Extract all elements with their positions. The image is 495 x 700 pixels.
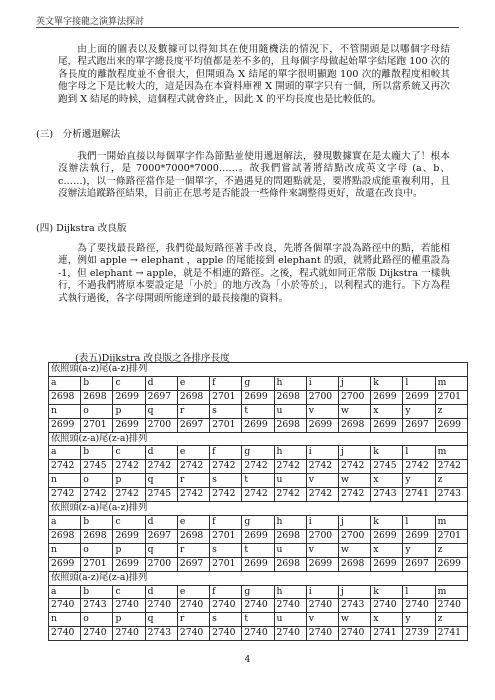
value-cell: 2740 <box>210 599 242 613</box>
letter-cell: l <box>403 446 435 460</box>
value-cell: 2741 <box>403 488 435 502</box>
value-cell: 2699 <box>49 418 81 432</box>
letter-cell: h <box>274 585 306 599</box>
value-cell: 2701 <box>210 390 242 404</box>
letter-cell: i <box>306 376 338 390</box>
paragraph-dijkstra: 為了要找最長路徑，我們從最短路徑著手改良，先將各個單字設為路徑中的點，若能相連，例如 apple → elephant ，apple 的尾能接到 elephant 的頭，就將此路徑的權重設為 -1，但 elephant → apple，就是不相連的路徑。之後，程式就如同正常版 Dijkstra 一樣執行，不過我們將原本要設定是「小於」的地方改為「小於等於」，以利程式的進行。下方為程式執行過後，各字母開頭所能達到的最長接龍的資料。 <box>58 243 450 304</box>
letter-cell: y <box>403 404 435 418</box>
value-cell: 2699 <box>371 418 403 432</box>
value-cell: 2742 <box>113 488 145 502</box>
value-cell: 2699 <box>306 557 338 571</box>
letter-cell: b <box>81 376 113 390</box>
table-value-row <box>49 390 468 404</box>
letter-cell: k <box>371 585 403 599</box>
page-number: 4 <box>244 655 251 665</box>
letter-cell: j <box>338 515 370 529</box>
value-cell: 2740 <box>81 627 113 641</box>
letter-cell: e <box>177 515 209 529</box>
value-cell: 2699 <box>371 529 403 543</box>
value-cell: 2742 <box>113 460 145 474</box>
paragraph-random-analysis: 由上面的圖表以及數據可以得知其在使用隨機法的情況下，不管開頭是以哪個字母結尾，程式跑出來的單字總長度平均值都是差不多的，且每個字母做起始單字結尾跑 100 次的各長度的離散程度並不會很大，但開頭為 X 結尾的單字很明顯跑 100 次的離散程度相較其他字母之下是比較大的，這是因為在本資料庫裡 X 開頭的單字只有一個，所以當系統又再次跑到 X 結尾的時候，這個程式就會終止，因此 X 的平均長度也是比較低的。 <box>58 44 450 105</box>
letter-cell: g <box>242 446 274 460</box>
value-cell: 2740 <box>306 599 338 613</box>
letter-cell: n <box>49 404 81 418</box>
letter-cell: u <box>274 404 306 418</box>
value-cell: 2699 <box>242 557 274 571</box>
letter-cell: r <box>177 613 209 627</box>
letter-cell: d <box>145 376 177 390</box>
value-cell: 2699 <box>435 418 467 432</box>
value-cell: 2741 <box>435 627 467 641</box>
value-cell: 2743 <box>435 488 467 502</box>
value-cell: 2698 <box>49 390 81 404</box>
letter-cell: q <box>145 404 177 418</box>
value-cell: 2742 <box>242 488 274 502</box>
table-caption: (表五)Dijkstra 改良版之各排序長度 <box>75 353 230 364</box>
letter-cell: k <box>371 446 403 460</box>
letter-cell: y <box>403 613 435 627</box>
value-cell: 2698 <box>274 390 306 404</box>
letter-cell: y <box>403 474 435 488</box>
value-cell: 2697 <box>177 418 209 432</box>
value-cell: 2740 <box>403 599 435 613</box>
value-cell: 2699 <box>242 529 274 543</box>
letter-cell: s <box>210 543 242 557</box>
value-cell: 2741 <box>371 627 403 641</box>
value-cell: 2742 <box>338 460 370 474</box>
value-cell: 2699 <box>371 390 403 404</box>
letter-cell: s <box>210 613 242 627</box>
letter-cell: q <box>145 474 177 488</box>
letter-cell: w <box>338 543 370 557</box>
value-cell: 2742 <box>177 460 209 474</box>
table-group-label-row <box>49 571 468 585</box>
letter-cell: i <box>306 585 338 599</box>
value-cell: 2699 <box>49 557 81 571</box>
letter-cell: d <box>145 585 177 599</box>
value-cell: 2697 <box>177 557 209 571</box>
value-cell: 2742 <box>274 488 306 502</box>
value-cell: 2742 <box>403 460 435 474</box>
value-cell: 2742 <box>242 460 274 474</box>
value-cell: 2698 <box>49 529 81 543</box>
letter-cell: a <box>49 515 81 529</box>
letter-cell: h <box>274 446 306 460</box>
letter-cell: n <box>49 474 81 488</box>
letter-cell: p <box>113 404 145 418</box>
letter-cell: g <box>242 585 274 599</box>
letter-cell: x <box>371 404 403 418</box>
value-cell: 2743 <box>338 599 370 613</box>
value-cell: 2700 <box>306 390 338 404</box>
letter-cell: h <box>274 515 306 529</box>
letter-cell: r <box>177 543 209 557</box>
value-cell: 2700 <box>306 529 338 543</box>
letter-cell: z <box>435 613 467 627</box>
table-value-row <box>49 627 468 641</box>
value-cell: 2743 <box>371 488 403 502</box>
letter-cell: p <box>113 474 145 488</box>
letter-cell: g <box>242 515 274 529</box>
letter-cell: v <box>306 543 338 557</box>
letter-cell: v <box>306 404 338 418</box>
value-cell: 2740 <box>49 627 81 641</box>
letter-cell: c <box>113 446 145 460</box>
letter-cell: q <box>145 543 177 557</box>
value-cell: 2742 <box>177 488 209 502</box>
letter-cell: w <box>338 613 370 627</box>
value-cell: 2698 <box>81 390 113 404</box>
value-cell: 2699 <box>403 529 435 543</box>
letter-cell: m <box>435 376 467 390</box>
letter-cell: t <box>242 543 274 557</box>
table-group-label: 依照頭(z-a)尾(z-a)排列 <box>49 432 468 446</box>
value-cell: 2740 <box>145 599 177 613</box>
value-cell: 2697 <box>403 557 435 571</box>
value-cell: 2701 <box>210 557 242 571</box>
letter-cell: y <box>403 543 435 557</box>
letter-cell: o <box>81 613 113 627</box>
letter-cell: v <box>306 613 338 627</box>
value-cell: 2740 <box>177 599 209 613</box>
letter-cell: u <box>274 474 306 488</box>
value-cell: 2740 <box>306 627 338 641</box>
value-cell: 2742 <box>49 460 81 474</box>
letter-cell: l <box>403 376 435 390</box>
value-cell: 2742 <box>435 460 467 474</box>
value-cell: 2701 <box>435 529 467 543</box>
letter-cell: z <box>435 474 467 488</box>
table-letter-row <box>49 585 468 599</box>
section-heading-dijkstra: (四) Dijkstra 改良版 <box>36 223 127 234</box>
value-cell: 2739 <box>403 627 435 641</box>
value-cell: 2740 <box>210 627 242 641</box>
letter-cell: g <box>242 376 274 390</box>
sorting-length-table <box>48 362 468 641</box>
table-group-label: 依照頭(a-z)尾(a-z)排列 <box>49 363 468 377</box>
letter-cell: p <box>113 613 145 627</box>
letter-cell: l <box>403 585 435 599</box>
value-cell: 2742 <box>210 488 242 502</box>
value-cell: 2745 <box>371 460 403 474</box>
letter-cell: n <box>49 613 81 627</box>
value-cell: 2698 <box>338 557 370 571</box>
table-letter-row <box>49 474 468 488</box>
value-cell: 2740 <box>435 599 467 613</box>
letter-cell: f <box>210 446 242 460</box>
letter-cell: a <box>49 446 81 460</box>
value-cell: 2698 <box>274 529 306 543</box>
letter-cell: e <box>177 585 209 599</box>
letter-cell: e <box>177 376 209 390</box>
letter-cell: m <box>435 515 467 529</box>
table-group-label-row <box>49 432 468 446</box>
value-cell: 2742 <box>145 460 177 474</box>
table-value-row <box>49 557 468 571</box>
value-cell: 2701 <box>435 390 467 404</box>
letter-cell: s <box>210 404 242 418</box>
letter-cell: d <box>145 515 177 529</box>
value-cell: 2740 <box>242 627 274 641</box>
value-cell: 2701 <box>81 418 113 432</box>
letter-cell: n <box>49 543 81 557</box>
letter-cell: d <box>145 446 177 460</box>
letter-cell: h <box>274 376 306 390</box>
value-cell: 2701 <box>210 529 242 543</box>
value-cell: 2740 <box>274 599 306 613</box>
value-cell: 2742 <box>306 488 338 502</box>
table-group-label: 依照頭(z-a)尾(a-z)排列 <box>49 502 468 516</box>
value-cell: 2699 <box>242 390 274 404</box>
value-cell: 2697 <box>403 418 435 432</box>
value-cell: 2742 <box>338 488 370 502</box>
value-cell: 2700 <box>145 557 177 571</box>
value-cell: 2699 <box>435 557 467 571</box>
letter-cell: f <box>210 376 242 390</box>
value-cell: 2698 <box>177 390 209 404</box>
letter-cell: q <box>145 613 177 627</box>
value-cell: 2743 <box>145 627 177 641</box>
letter-cell: o <box>81 543 113 557</box>
value-cell: 2742 <box>274 460 306 474</box>
table-value-row <box>49 529 468 543</box>
value-cell: 2699 <box>113 418 145 432</box>
value-cell: 2698 <box>338 418 370 432</box>
value-cell: 2699 <box>306 418 338 432</box>
letter-cell: x <box>371 613 403 627</box>
letter-cell: b <box>81 446 113 460</box>
table-group-label-row <box>49 502 468 516</box>
letter-cell: t <box>242 404 274 418</box>
table-letter-row <box>49 515 468 529</box>
value-cell: 2698 <box>274 557 306 571</box>
letter-cell: t <box>242 474 274 488</box>
table-value-row <box>49 418 468 432</box>
value-cell: 2698 <box>177 529 209 543</box>
letter-cell: u <box>274 543 306 557</box>
value-cell: 2701 <box>81 557 113 571</box>
value-cell: 2700 <box>338 529 370 543</box>
letter-cell: p <box>113 543 145 557</box>
value-cell: 2742 <box>210 460 242 474</box>
letter-cell: l <box>403 515 435 529</box>
letter-cell: o <box>81 404 113 418</box>
letter-cell: k <box>371 376 403 390</box>
value-cell: 2740 <box>338 627 370 641</box>
table-letter-row <box>49 543 468 557</box>
value-cell: 2740 <box>371 599 403 613</box>
table-letter-row <box>49 446 468 460</box>
value-cell: 2699 <box>113 557 145 571</box>
value-cell: 2740 <box>49 599 81 613</box>
header-divider <box>36 27 459 28</box>
value-cell: 2698 <box>274 418 306 432</box>
letter-cell: v <box>306 474 338 488</box>
value-cell: 2700 <box>338 390 370 404</box>
table-group-label-row <box>49 363 468 377</box>
value-cell: 2699 <box>113 390 145 404</box>
letter-cell: a <box>49 376 81 390</box>
value-cell: 2740 <box>274 627 306 641</box>
value-cell: 2743 <box>81 599 113 613</box>
letter-cell: x <box>371 543 403 557</box>
letter-cell: t <box>242 613 274 627</box>
table-value-row <box>49 599 468 613</box>
letter-cell: c <box>113 515 145 529</box>
table-letter-row <box>49 613 468 627</box>
letter-cell: w <box>338 474 370 488</box>
letter-cell: k <box>371 515 403 529</box>
value-cell: 2700 <box>145 418 177 432</box>
value-cell: 2697 <box>145 529 177 543</box>
letter-cell: i <box>306 515 338 529</box>
letter-cell: c <box>113 376 145 390</box>
value-cell: 2745 <box>81 460 113 474</box>
letter-cell: w <box>338 404 370 418</box>
value-cell: 2699 <box>371 557 403 571</box>
table-group-label: 依照頭(a-z)尾(z-a)排列 <box>49 571 468 585</box>
table-value-row <box>49 460 468 474</box>
value-cell: 2740 <box>113 627 145 641</box>
letter-cell: c <box>113 585 145 599</box>
letter-cell: f <box>210 585 242 599</box>
letter-cell: r <box>177 404 209 418</box>
letter-cell: m <box>435 585 467 599</box>
value-cell: 2740 <box>113 599 145 613</box>
letter-cell: j <box>338 376 370 390</box>
section-heading-recursive: (三) 分析遞迴解法 <box>36 129 121 140</box>
value-cell: 2742 <box>306 460 338 474</box>
value-cell: 2699 <box>403 390 435 404</box>
letter-cell: j <box>338 585 370 599</box>
letter-cell: u <box>274 613 306 627</box>
letter-cell: r <box>177 474 209 488</box>
table-letter-row <box>49 404 468 418</box>
value-cell: 2742 <box>49 488 81 502</box>
value-cell: 2699 <box>113 529 145 543</box>
table-letter-row <box>49 376 468 390</box>
letter-cell: z <box>435 404 467 418</box>
letter-cell: b <box>81 515 113 529</box>
letter-cell: e <box>177 446 209 460</box>
letter-cell: s <box>210 474 242 488</box>
letter-cell: a <box>49 585 81 599</box>
letter-cell: f <box>210 515 242 529</box>
page-header: 英文單字接龍之演算法探討 <box>36 17 145 27</box>
paragraph-recursive: 我們一開始直接以每個單字作為節點並使用遞迴解法，發現數據實在是太龐大了！根本沒辦法執行，是 7000*7000*7000……。故我們嘗試著將結點改成英文字母 (a、b、c……)，以一條路徑當作是一個單字，不過遇見的問題點就是，要將點設成能重複利用，且沒辦法追蹤路徑結果，目前正在思考是否能設一些條件來調整得更好，故還在改良中。 <box>58 151 450 200</box>
value-cell: 2740 <box>177 627 209 641</box>
letter-cell: j <box>338 446 370 460</box>
value-cell: 2699 <box>242 418 274 432</box>
letter-cell: b <box>81 585 113 599</box>
value-cell: 2698 <box>81 529 113 543</box>
letter-cell: i <box>306 446 338 460</box>
letter-cell: o <box>81 474 113 488</box>
value-cell: 2701 <box>210 418 242 432</box>
value-cell: 2742 <box>81 488 113 502</box>
letter-cell: m <box>435 446 467 460</box>
value-cell: 2697 <box>145 390 177 404</box>
table-value-row <box>49 488 468 502</box>
value-cell: 2740 <box>242 599 274 613</box>
value-cell: 2745 <box>145 488 177 502</box>
letter-cell: z <box>435 543 467 557</box>
letter-cell: x <box>371 474 403 488</box>
